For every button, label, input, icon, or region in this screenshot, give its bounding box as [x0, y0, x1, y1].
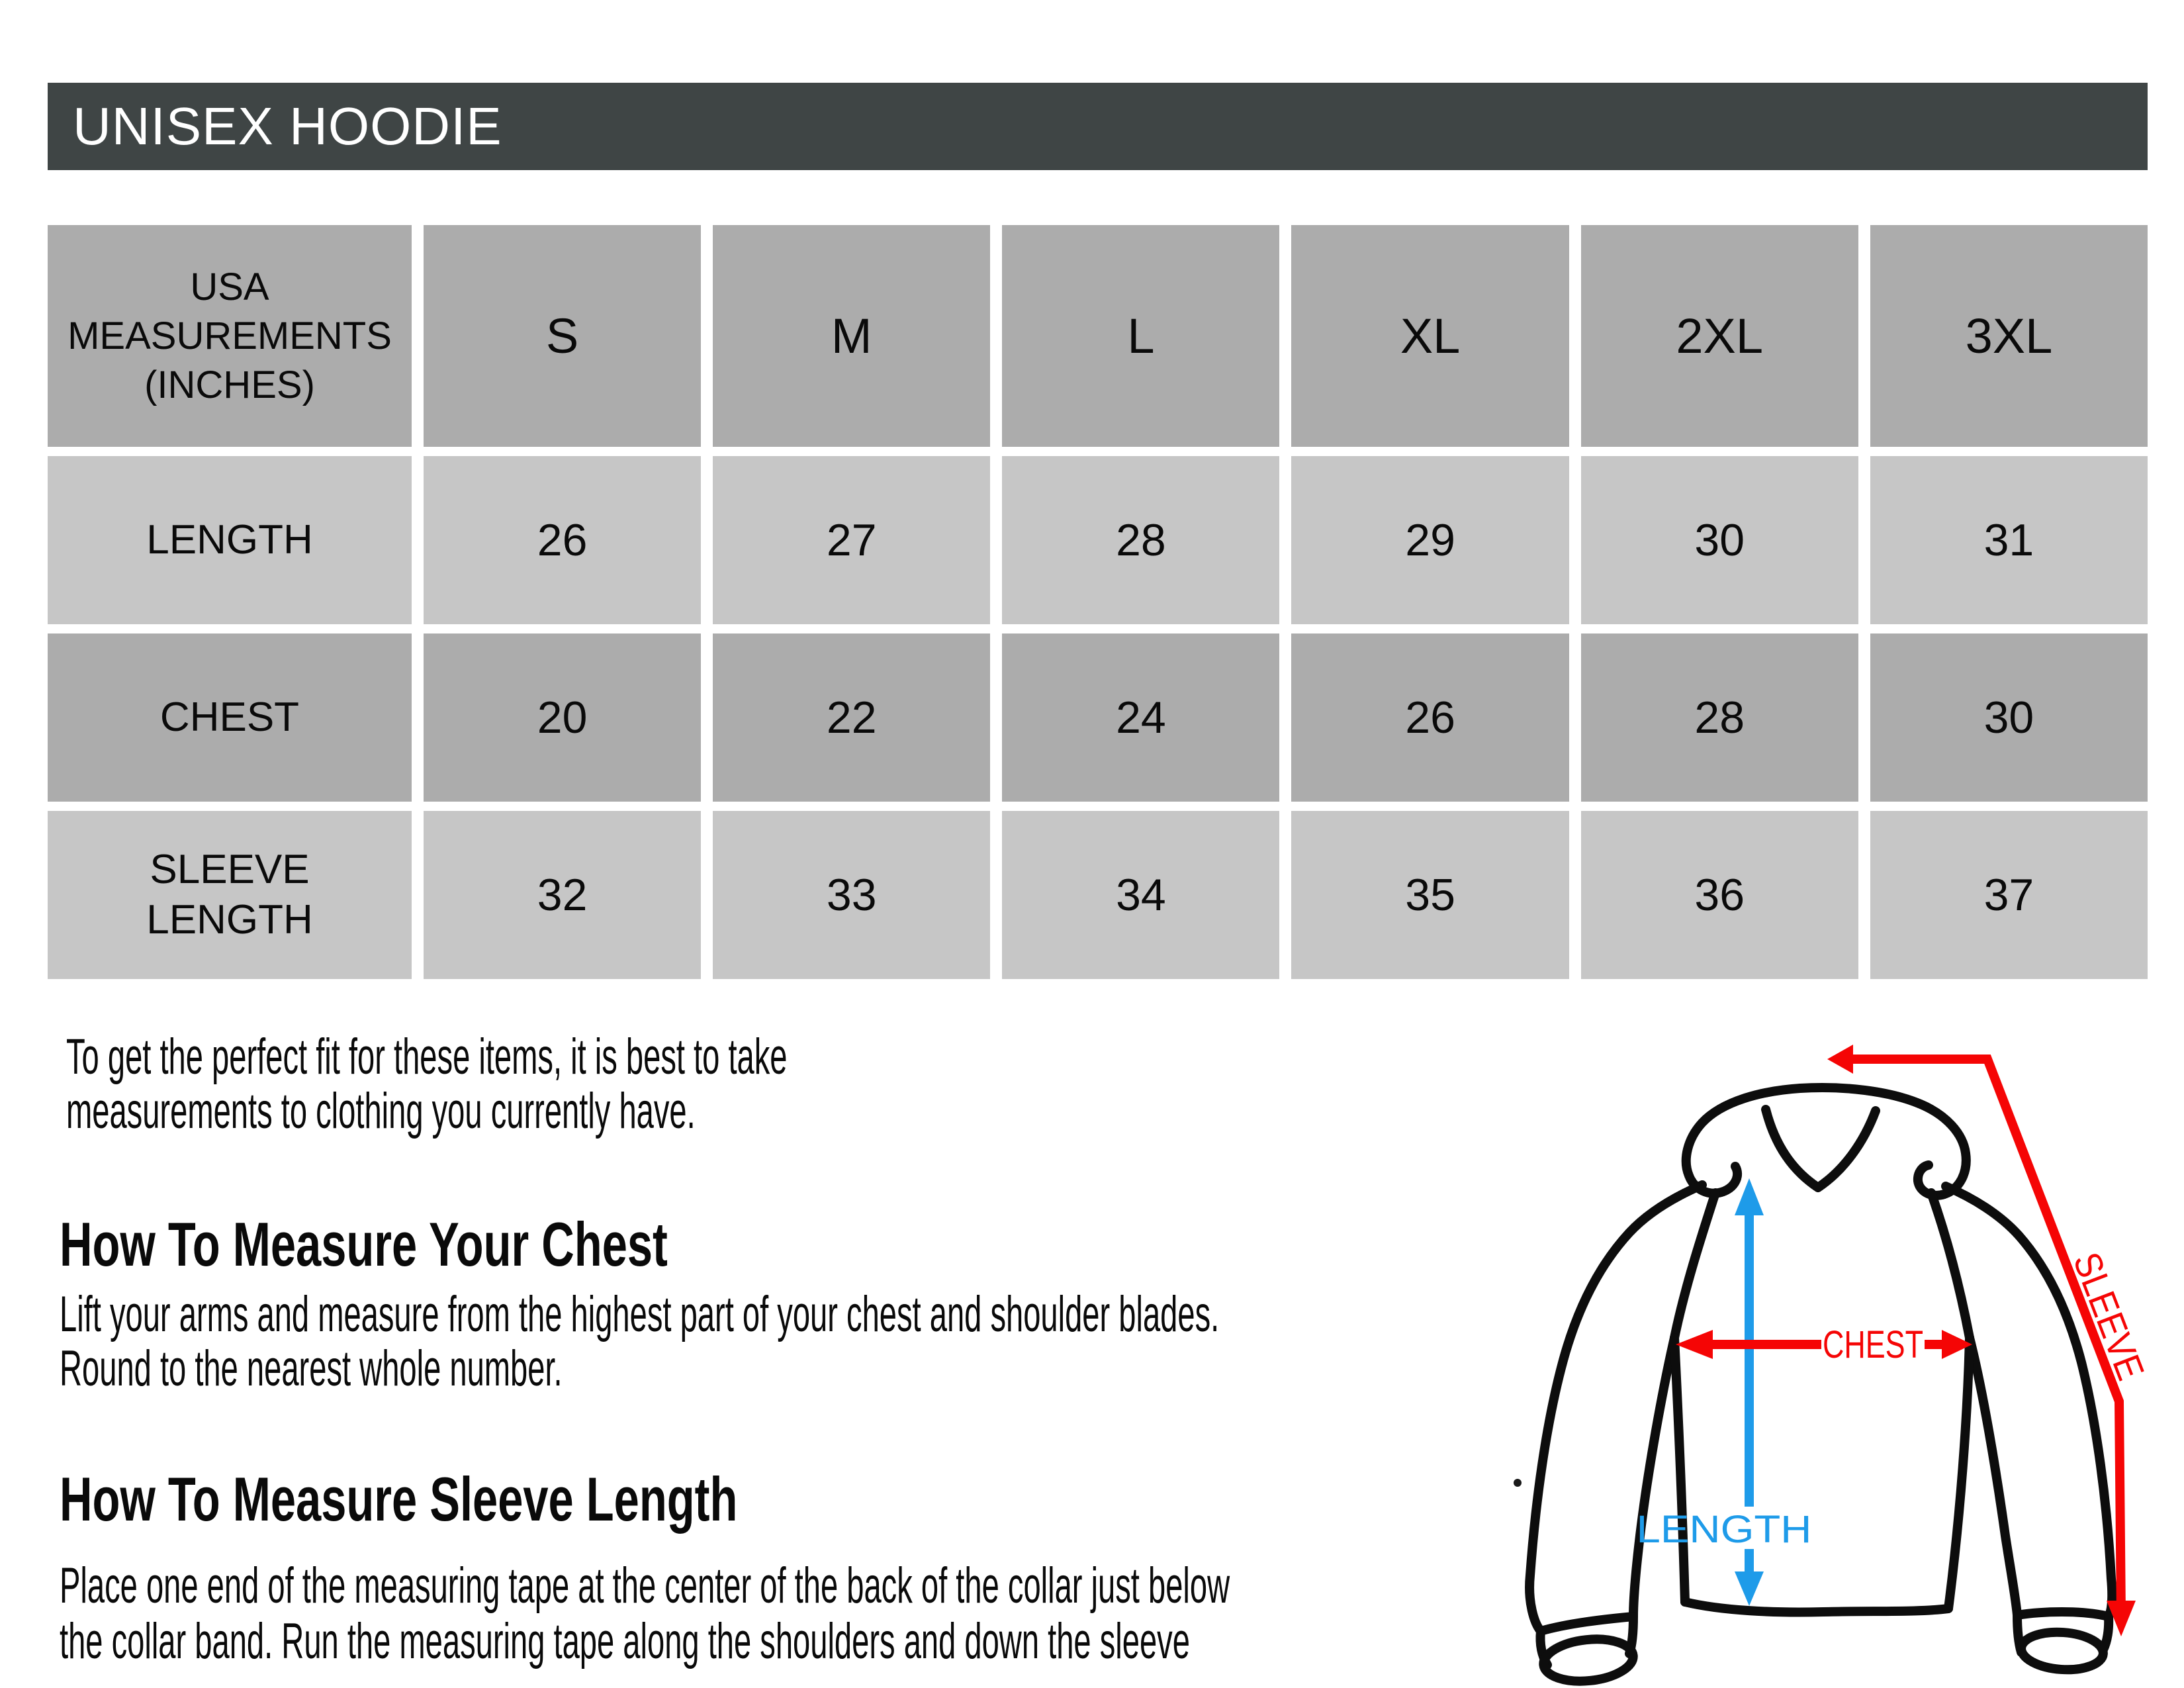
table-value: 36	[1581, 811, 1858, 979]
chest-section-heading: How To Measure Your Chest	[60, 1209, 668, 1279]
sleeve-line: the collar band. Run the measuring tape along the shoulders and down the sleeve	[60, 1613, 1190, 1669]
corner-line: (INCHES)	[144, 363, 315, 406]
table-value: 28	[1581, 633, 1858, 802]
chest-line: Lift your arms and measure from the highest part of your chest and shoulder blades.	[60, 1286, 1220, 1342]
row-label-chest	[48, 633, 412, 802]
hoodie-diagram-svg	[1482, 1019, 2184, 1688]
intro-line: To get the perfect fit for these items, it is best to take	[66, 1029, 788, 1085]
page-title: UNISEX HOODIE	[73, 97, 502, 156]
row-label-line: LENGTH	[146, 517, 313, 563]
table-value: 26	[424, 456, 701, 624]
table-value: 29	[1291, 456, 1569, 624]
table-value: 27	[713, 456, 990, 624]
size-header-3xl: 3XL	[1870, 225, 2148, 447]
sleeve-line: Place one end of the measuring tape at the center of the back of the collar just below	[60, 1558, 1230, 1614]
intro-paragraph	[66, 1030, 1229, 1139]
table-value: 22	[713, 633, 990, 802]
hoodie-outline-icon	[1529, 1088, 2112, 1685]
table-value: 35	[1291, 811, 1569, 979]
table-value: 28	[1002, 456, 1279, 624]
table-value: 37	[1870, 811, 2148, 979]
row-label-length	[48, 456, 412, 624]
hoodie-measure-diagram	[1482, 1019, 2184, 1688]
row-label-sleeve-length	[48, 811, 412, 979]
row-label-line: LENGTH	[146, 897, 313, 943]
chest-label: CHEST	[1823, 1323, 1923, 1366]
corner-line: USA	[190, 265, 269, 308]
size-header-xl: XL	[1291, 225, 1569, 447]
corner-line: MEASUREMENTS	[68, 314, 392, 357]
table-value: 26	[1291, 633, 1569, 802]
size-table	[48, 225, 2148, 979]
table-corner-header	[48, 225, 412, 447]
intro-line: measurements to clothing you currently have.	[66, 1083, 696, 1139]
size-header-s: S	[424, 225, 701, 447]
sleeve-label: SLEEVE	[2064, 1246, 2159, 1402]
stray-dot	[1514, 1479, 1522, 1487]
table-value: 30	[1581, 456, 1858, 624]
chest-line: Round to the nearest whole number.	[60, 1340, 563, 1397]
table-value: 32	[424, 811, 701, 979]
size-header-2xl: 2XL	[1581, 225, 1858, 447]
length-label: LENGTH	[1636, 1508, 1812, 1551]
size-header-l: L	[1002, 225, 1279, 447]
sleeve-section-heading: How To Measure Sleeve Length	[60, 1464, 738, 1534]
row-label-line: SLEEVE	[150, 847, 310, 892]
title-bar	[48, 83, 2148, 170]
row-label-line: CHEST	[159, 694, 300, 740]
table-value: 33	[713, 811, 990, 979]
table-value: 34	[1002, 811, 1279, 979]
table-value: 31	[1870, 456, 2148, 624]
table-value: 20	[424, 633, 701, 802]
table-value: 30	[1870, 633, 2148, 802]
table-value: 24	[1002, 633, 1279, 802]
size-header-m: M	[713, 225, 990, 447]
